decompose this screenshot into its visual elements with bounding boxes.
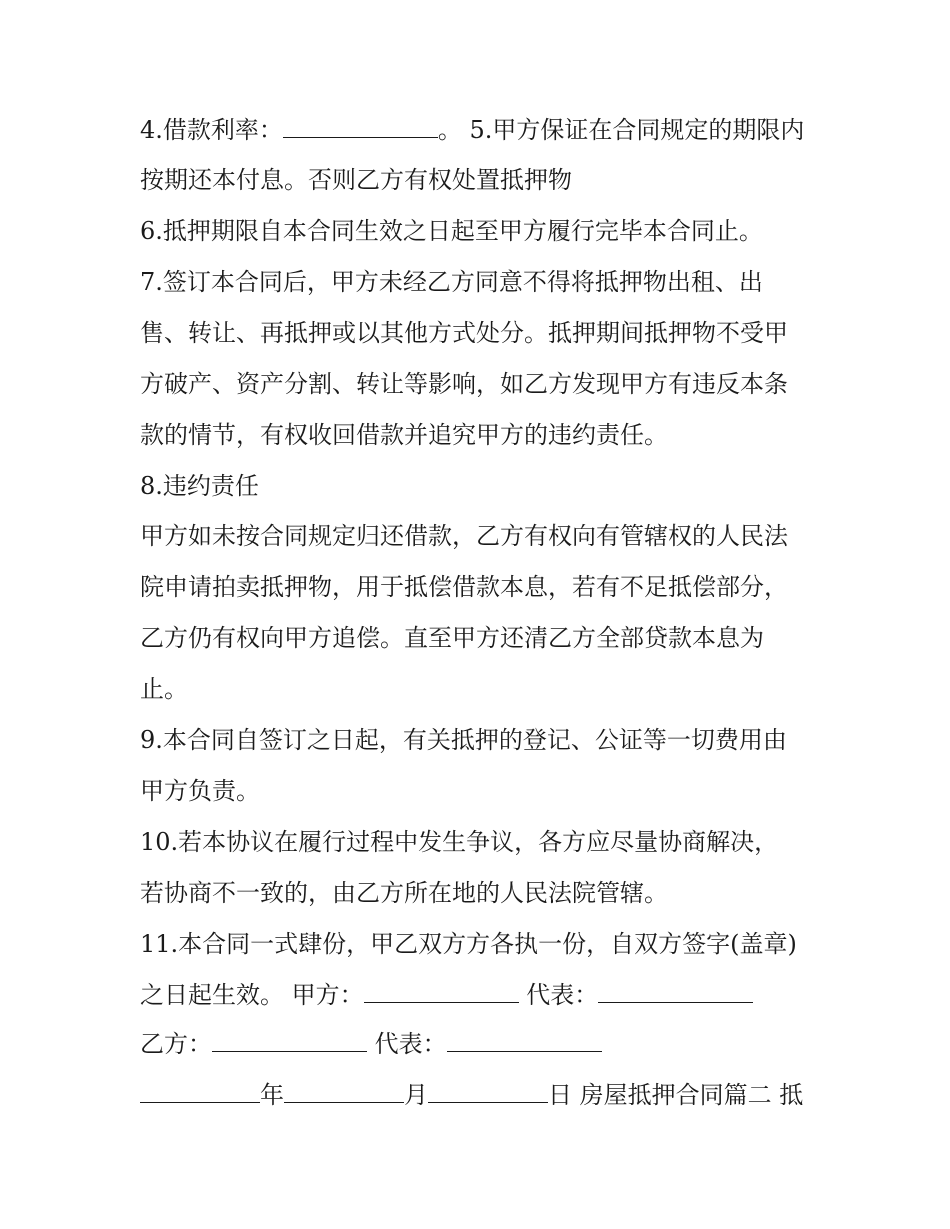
document-line — [140, 211, 830, 251]
document-line — [140, 567, 830, 607]
document-line — [140, 160, 830, 200]
document-line — [140, 313, 830, 353]
document-line — [140, 364, 830, 404]
line-text: 。 5.甲方保证在合同规定的期限内 — [437, 116, 805, 144]
line-text: 11.本合同一式肆份，甲乙双方方各执一份，自双方签字(盖章) — [140, 930, 797, 958]
document-line — [140, 924, 830, 964]
fill-in-blank — [364, 976, 519, 1003]
document-line — [140, 466, 830, 506]
line-text: 乙方仍有权向甲方追偿。直至甲方还清乙方全部贷款本息为 — [140, 624, 764, 652]
line-text: 之日起生效。 甲方： — [140, 981, 364, 1009]
line-text: 按期还本付息。否则乙方有权处置抵押物 — [140, 166, 572, 194]
document-line — [140, 669, 830, 709]
document-line — [140, 975, 830, 1015]
line-text: 院申请拍卖抵押物，用于抵偿借款本息，若有不足抵偿部分， — [140, 573, 788, 601]
document-line — [140, 110, 830, 150]
document-line — [140, 516, 830, 556]
line-text: 代表： — [518, 981, 599, 1009]
line-text: 8.违约责任 — [140, 472, 259, 500]
fill-in-blank — [212, 1025, 367, 1052]
line-text: 款的情节，有权收回借款并追究甲方的违约责任。 — [140, 421, 668, 449]
document-line — [140, 618, 830, 658]
line-text: 乙方： — [140, 1030, 212, 1058]
line-text: 甲方负责。 — [140, 777, 260, 805]
document-line — [140, 415, 830, 455]
document-line — [140, 1075, 830, 1115]
fill-in-blank — [140, 1076, 260, 1103]
document-line — [140, 1024, 830, 1064]
line-text: 月 — [404, 1081, 428, 1109]
line-text: 若协商不一致的，由乙方所在地的人民法院管辖。 — [140, 879, 668, 907]
line-text: 6.抵押期限自本合同生效之日起至甲方履行完毕本合同止。 — [140, 217, 763, 245]
fill-in-blank — [598, 976, 753, 1003]
document-line — [140, 873, 830, 913]
fill-in-blank — [428, 1076, 548, 1103]
line-text: 售、转让、再抵押或以其他方式处分。抵押期间抵押物不受甲 — [140, 319, 788, 347]
document-line — [140, 262, 830, 302]
line-text: 日 房屋抵押合同篇二 抵 — [548, 1081, 804, 1109]
line-text: 止。 — [140, 675, 188, 703]
fill-in-blank — [283, 111, 438, 138]
line-text: 9.本合同自签订之日起，有关抵押的登记、公证等一切费用由 — [140, 726, 787, 754]
document-line — [140, 771, 830, 811]
line-text: 10.若本协议在履行过程中发生争议，各方应尽量协商解决， — [140, 828, 779, 856]
fill-in-blank — [284, 1076, 404, 1103]
document-line — [140, 822, 830, 862]
line-text: 年 — [260, 1081, 284, 1109]
line-text: 7.签订本合同后，甲方未经乙方同意不得将抵押物出租、出 — [140, 268, 763, 296]
line-text: 甲方如未按合同规定归还借款，乙方有权向有管辖权的人民法 — [140, 522, 788, 550]
line-text: 代表： — [367, 1030, 447, 1058]
line-text: 4.借款利率： — [140, 116, 283, 144]
document-line — [140, 720, 830, 760]
fill-in-blank — [447, 1025, 602, 1052]
line-text: 方破产、资产分割、转让等影响，如乙方发现甲方有违反本条 — [140, 370, 788, 398]
